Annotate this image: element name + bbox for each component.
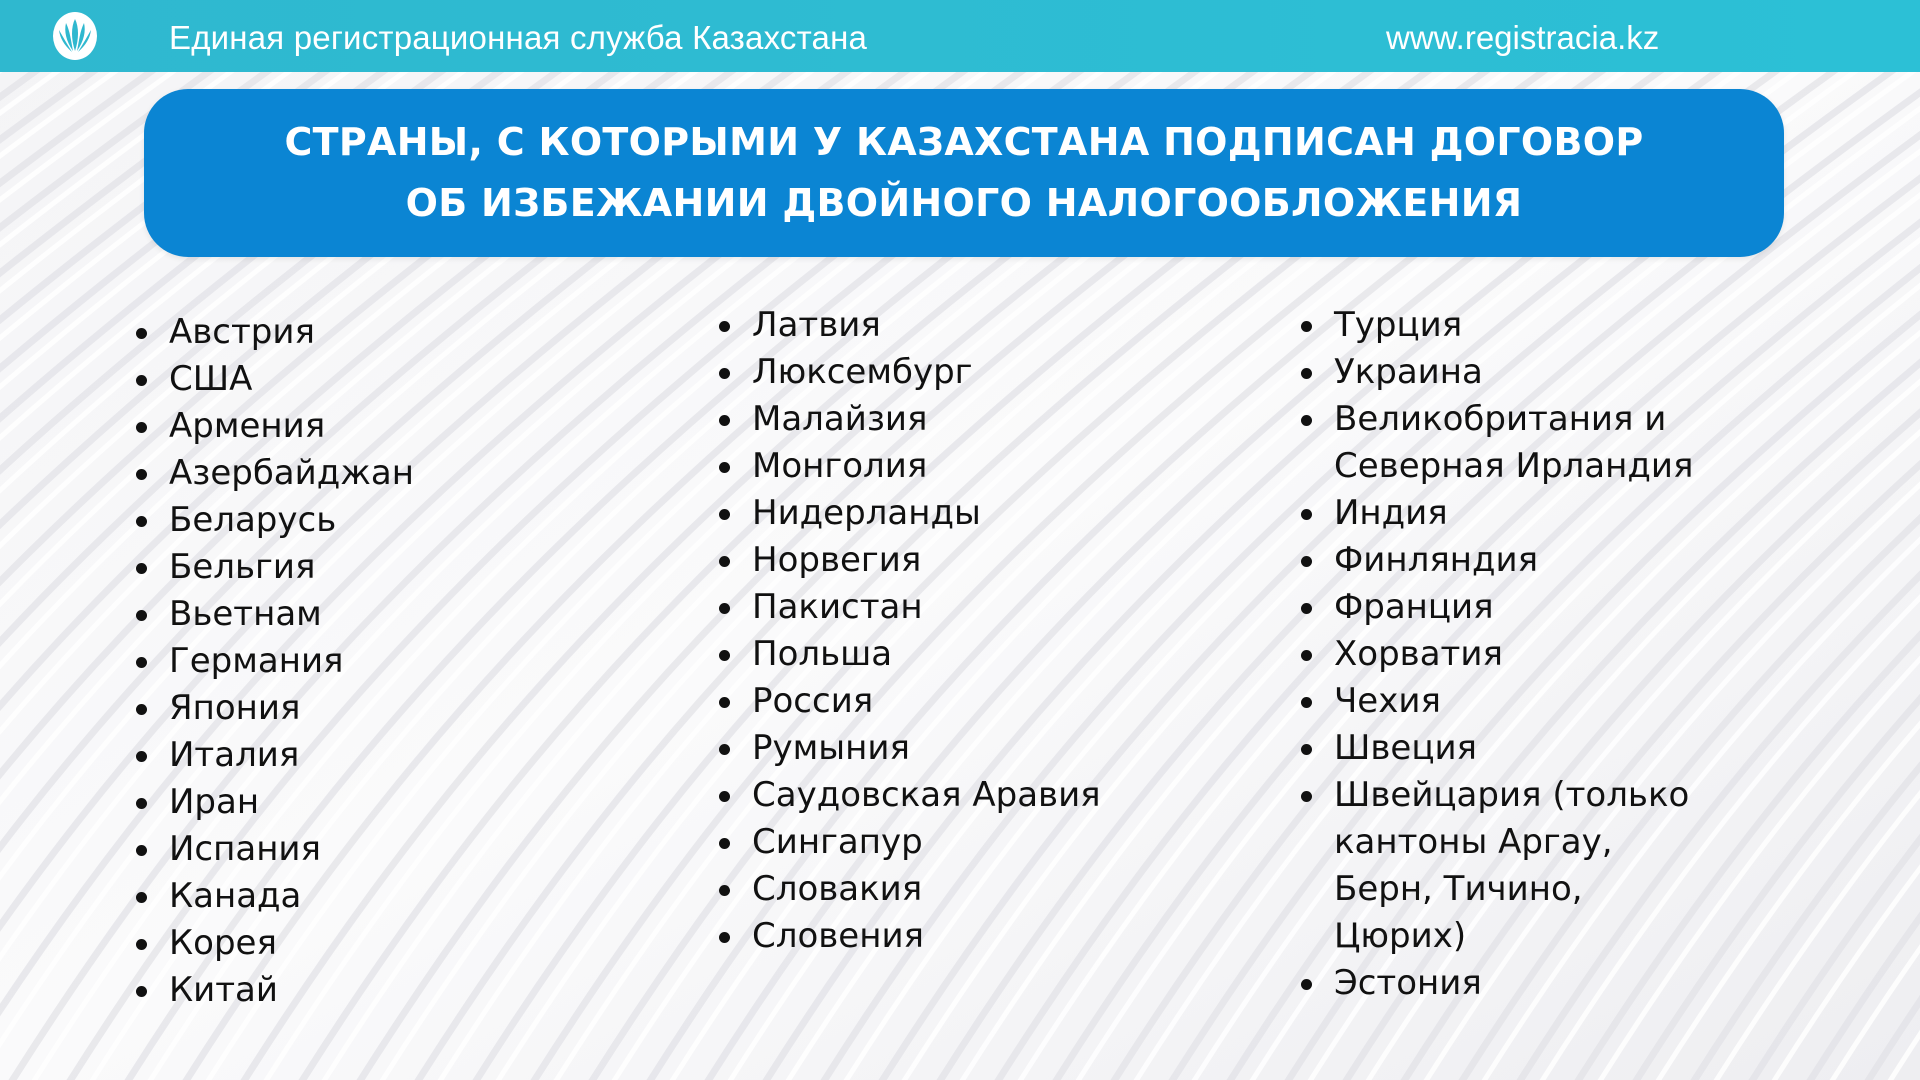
country-list-item: Россия	[719, 678, 1239, 725]
country-list-item: Вьетнам	[136, 591, 656, 638]
country-list-item: Пакистан	[719, 584, 1239, 631]
country-list-column-2	[719, 302, 1239, 960]
country-list-item: Словения	[719, 913, 1239, 960]
country-list-column-3	[1301, 302, 1721, 1007]
country-list-item: Польша	[719, 631, 1239, 678]
country-list-item: Иран	[136, 779, 656, 826]
header-title: Единая регистрационная служба Казахстана	[169, 19, 868, 56]
country-list-item: Япония	[136, 685, 656, 732]
country-list-item: Швеция	[1301, 725, 1721, 772]
country-list-item: Хорватия	[1301, 631, 1721, 678]
country-list-item: Азербайджан	[136, 450, 656, 497]
country-list-item: Саудовская Аравия	[719, 772, 1239, 819]
country-list-item: Турция	[1301, 302, 1721, 349]
country-list-item: Сингапур	[719, 819, 1239, 866]
country-list-item: Украина	[1301, 349, 1721, 396]
country-list-item: Армения	[136, 403, 656, 450]
country-list-item: Норвегия	[719, 537, 1239, 584]
banner-title-line-1: СТРАНЫ, С КОТОРЫМИ У КАЗАХСТАНА ПОДПИСАН ДОГОВОР	[284, 120, 1644, 164]
country-list-item: Малайзия	[719, 396, 1239, 443]
country-list-item: Китай	[136, 967, 656, 1014]
country-list-item: Великобритания и Северная Ирландия	[1301, 396, 1721, 490]
country-list-item: Эстония	[1301, 960, 1721, 1007]
country-list-item: Монголия	[719, 443, 1239, 490]
country-list-item: Франция	[1301, 584, 1721, 631]
flower-logo-icon	[52, 11, 98, 61]
title-banner	[144, 89, 1784, 257]
country-list-item: Испания	[136, 826, 656, 873]
country-list-item: Словакия	[719, 866, 1239, 913]
country-list-item: Беларусь	[136, 497, 656, 544]
country-list-item: Корея	[136, 920, 656, 967]
country-list-item: Нидерланды	[719, 490, 1239, 537]
country-list-item: Латвия	[719, 302, 1239, 349]
country-list-item: Румыния	[719, 725, 1239, 772]
country-list-item: Бельгия	[136, 544, 656, 591]
country-list-column-1	[136, 309, 656, 1014]
country-list-item: Индия	[1301, 490, 1721, 537]
country-list-item: Финляндия	[1301, 537, 1721, 584]
country-list-item: Германия	[136, 638, 656, 685]
country-list-item: Швейцария (только кантоны Аргау, Берн, Тичино, Цюрих)	[1301, 772, 1721, 960]
country-list-item: Канада	[136, 873, 656, 920]
website-url-link[interactable]: www.registracia.kz	[1386, 19, 1660, 56]
country-list-item: Австрия	[136, 309, 656, 356]
banner-title-line-2: ОБ ИЗБЕЖАНИИ ДВОЙНОГО НАЛОГООБЛОЖЕНИЯ	[405, 181, 1523, 225]
country-list-item: Люксембург	[719, 349, 1239, 396]
country-list-item: США	[136, 356, 656, 403]
country-list-item: Чехия	[1301, 678, 1721, 725]
country-list-item: Италия	[136, 732, 656, 779]
top-header-bar	[0, 0, 1920, 72]
